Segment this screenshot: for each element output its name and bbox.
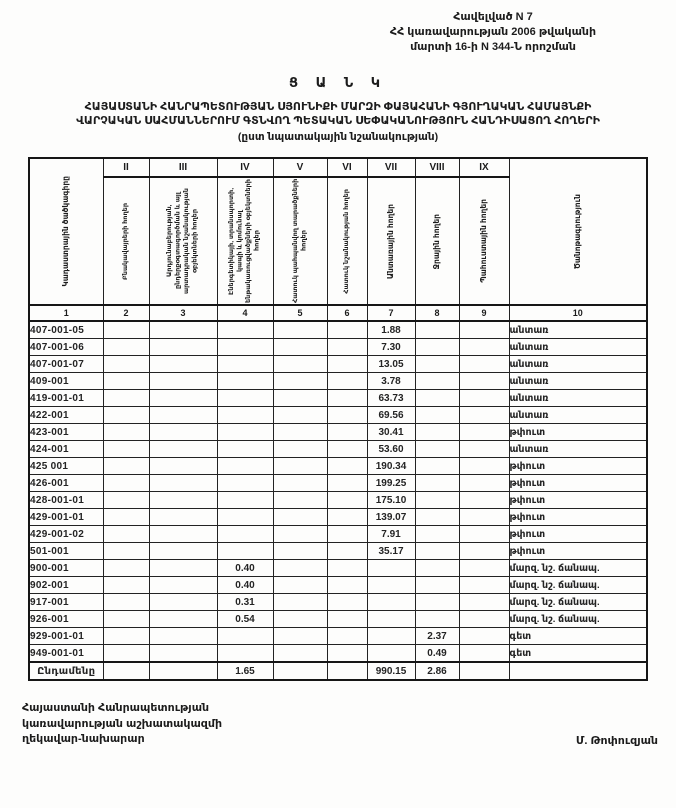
value-cell xyxy=(103,390,149,407)
value-cell xyxy=(217,492,273,509)
value-cell xyxy=(327,475,367,492)
value-cell xyxy=(367,645,415,663)
appendix-line-1: Հավելված N 7 xyxy=(453,11,533,23)
value-cell xyxy=(103,543,149,560)
cadastral-code-cell: 429-001-02 xyxy=(29,526,103,543)
value-cell xyxy=(149,628,217,645)
table-row xyxy=(29,356,647,373)
value-cell xyxy=(327,424,367,441)
value-cell xyxy=(459,441,509,458)
cadastral-code-cell: 423-001 xyxy=(29,424,103,441)
value-cell: 1.88 xyxy=(367,321,415,339)
value-cell xyxy=(327,509,367,526)
cadastral-code-cell: 949-001-01 xyxy=(29,645,103,663)
cadastral-code-cell: 426-001 xyxy=(29,475,103,492)
table-row xyxy=(29,390,647,407)
column-number: 10 xyxy=(509,305,647,321)
value-cell xyxy=(415,424,459,441)
note-cell: մարզ. նշ. ճանապ. xyxy=(509,594,647,611)
value-cell: 175.10 xyxy=(367,492,415,509)
value-cell xyxy=(459,628,509,645)
roman-numeral: VI xyxy=(327,158,367,177)
roman-numeral: III xyxy=(149,158,217,177)
column-number: 1 xyxy=(29,305,103,321)
cadastral-code-cell: 422-001 xyxy=(29,407,103,424)
value-cell xyxy=(103,492,149,509)
column-number: 8 xyxy=(415,305,459,321)
column-number: 2 xyxy=(103,305,149,321)
document-page xyxy=(0,10,676,808)
note-cell: անտառ xyxy=(509,356,647,373)
value-cell xyxy=(327,492,367,509)
note-cell: թփուտ xyxy=(509,543,647,560)
value-cell xyxy=(367,628,415,645)
value-cell: 190.34 xyxy=(367,458,415,475)
header-reserve-lands: Պահուստային հողեր xyxy=(459,177,509,305)
value-cell xyxy=(415,441,459,458)
value-cell xyxy=(415,390,459,407)
value-cell xyxy=(149,475,217,492)
value-cell xyxy=(149,407,217,424)
table-row xyxy=(29,611,647,628)
title-subtitle: (ըստ նպատակային նշանակության) xyxy=(237,131,439,144)
value-cell xyxy=(273,441,327,458)
value-cell xyxy=(149,339,217,356)
document-heading: Ց Ա Ն Կ xyxy=(288,74,388,90)
value-cell: 7.30 xyxy=(367,339,415,356)
value-cell xyxy=(459,543,509,560)
value-cell xyxy=(273,475,327,492)
appendix-line-3: մարտի 16-ի N 344-Ն որոշման xyxy=(410,40,576,53)
value-cell xyxy=(415,339,459,356)
value-cell xyxy=(149,509,217,526)
value-cell xyxy=(459,373,509,390)
value-cell xyxy=(217,390,273,407)
value-cell xyxy=(273,560,327,577)
value-cell xyxy=(459,611,509,628)
value-cell xyxy=(415,509,459,526)
header-forest-lands: Անտառային հողեր xyxy=(367,177,415,305)
value-cell xyxy=(273,594,327,611)
column-number: 4 xyxy=(217,305,273,321)
note-cell xyxy=(509,662,647,680)
roman-numeral: VIII xyxy=(415,158,459,177)
value-cell xyxy=(103,424,149,441)
title-line-2: ՎԱՐՉԱԿԱՆ ՍԱՀՄԱՆՆԵՐՈՒՄ ԳՏՆՎՈՂ ՊԵՏԱԿԱՆ ՍԵՓԱԿԱՆՈՒԹՅՈՒՆ ՀԱՆԴԻՍԱՑՈՂ ՀՈՂԵՐԻ xyxy=(76,115,600,128)
note-cell: գետ xyxy=(509,628,647,645)
value-cell: 7.91 xyxy=(367,526,415,543)
value-cell xyxy=(367,577,415,594)
value-cell: 0.40 xyxy=(217,560,273,577)
value-cell xyxy=(149,356,217,373)
value-cell: 2.86 xyxy=(415,662,459,680)
table-row xyxy=(29,577,647,594)
value-cell xyxy=(103,458,149,475)
cadastral-code-cell: 429-001-01 xyxy=(29,509,103,526)
value-cell xyxy=(103,407,149,424)
value-cell xyxy=(459,526,509,543)
value-cell xyxy=(327,441,367,458)
value-cell: 0.54 xyxy=(217,611,273,628)
value-cell: 139.07 xyxy=(367,509,415,526)
value-cell xyxy=(327,560,367,577)
value-cell xyxy=(415,594,459,611)
cadastral-code-cell: 900-001 xyxy=(29,560,103,577)
header-water-lands: Ջրային հողեր xyxy=(415,177,459,305)
title-line-1: ՀԱՅԱՍՏԱՆԻ ՀԱՆՐԱՊԵՏՈՒԹՅԱՆ ՍՅՈՒՆԻՔԻ ՄԱՐԶԻ ՓԱՅԱՀԱՆԻ ԳՅՈՒՂԱԿԱՆ ՀԱՄԱՅՆՔԻ xyxy=(84,100,592,113)
value-cell xyxy=(415,321,459,339)
value-cell xyxy=(103,373,149,390)
note-cell: անտառ xyxy=(509,339,647,356)
value-cell xyxy=(459,390,509,407)
value-cell: 0.49 xyxy=(415,645,459,663)
value-cell xyxy=(273,390,327,407)
value-cell xyxy=(273,424,327,441)
value-cell xyxy=(149,492,217,509)
value-cell xyxy=(459,662,509,680)
value-cell xyxy=(327,407,367,424)
value-cell xyxy=(217,458,273,475)
table-row xyxy=(29,373,647,390)
value-cell xyxy=(459,475,509,492)
value-cell xyxy=(273,407,327,424)
roman-numeral: II xyxy=(103,158,149,177)
value-cell xyxy=(459,560,509,577)
value-cell xyxy=(273,611,327,628)
header-industrial-lands: Արդյունաբերության, ընդերքօգտագործման և այլ արտադրական նշանակության օբյեկտների հողեր xyxy=(149,177,217,305)
value-cell xyxy=(217,441,273,458)
value-cell xyxy=(459,509,509,526)
value-cell xyxy=(459,339,509,356)
table-row xyxy=(29,628,647,645)
value-cell xyxy=(273,356,327,373)
value-cell xyxy=(103,645,149,663)
value-cell xyxy=(149,441,217,458)
total-label-cell: Ընդամենը xyxy=(29,662,103,680)
value-cell xyxy=(217,339,273,356)
note-cell: մարզ. նշ. ճանապ. xyxy=(509,577,647,594)
value-cell xyxy=(149,611,217,628)
total-row xyxy=(29,662,647,680)
value-cell xyxy=(327,645,367,663)
table-row xyxy=(29,407,647,424)
value-cell xyxy=(149,577,217,594)
value-cell: 1.65 xyxy=(217,662,273,680)
cadastral-code-cell: 407-001-07 xyxy=(29,356,103,373)
value-cell xyxy=(327,662,367,680)
cadastral-code-cell: 501-001 xyxy=(29,543,103,560)
value-cell: 0.31 xyxy=(217,594,273,611)
note-cell: անտառ xyxy=(509,321,647,339)
value-cell xyxy=(217,407,273,424)
value-cell xyxy=(459,645,509,663)
value-cell xyxy=(327,543,367,560)
roman-numeral: V xyxy=(273,158,327,177)
value-cell xyxy=(327,373,367,390)
value-cell xyxy=(459,458,509,475)
note-cell: թփուտ xyxy=(509,492,647,509)
value-cell xyxy=(149,390,217,407)
value-cell xyxy=(103,441,149,458)
value-cell xyxy=(149,424,217,441)
table-row xyxy=(29,543,647,560)
header-notes xyxy=(509,158,647,305)
value-cell: 2.37 xyxy=(415,628,459,645)
table-row xyxy=(29,645,647,663)
value-cell xyxy=(149,321,217,339)
value-cell: 199.25 xyxy=(367,475,415,492)
note-cell: մարզ. նշ. ճանապ. xyxy=(509,611,647,628)
value-cell: 30.41 xyxy=(367,424,415,441)
value-cell xyxy=(273,458,327,475)
value-cell: 63.73 xyxy=(367,390,415,407)
column-number: 3 xyxy=(149,305,217,321)
footer xyxy=(22,701,662,747)
value-cell xyxy=(273,662,327,680)
value-cell xyxy=(459,492,509,509)
value-cell xyxy=(217,543,273,560)
value-cell xyxy=(273,509,327,526)
value-cell xyxy=(217,424,273,441)
header-cadastral-code-label: Կադաստրային ծածկագիրը xyxy=(61,176,71,288)
value-cell xyxy=(415,407,459,424)
value-cell xyxy=(273,321,327,339)
signatory-title-block xyxy=(22,701,222,747)
table-row xyxy=(29,424,647,441)
cadastral-code-cell: 407-001-05 xyxy=(29,321,103,339)
value-cell xyxy=(459,356,509,373)
cadastral-code-cell: 407-001-06 xyxy=(29,339,103,356)
value-cell xyxy=(367,611,415,628)
signatory-line-2: կառավարության աշխատակազմի xyxy=(22,717,223,730)
signatory-line-3: ղեկավար-նախարար xyxy=(22,733,145,745)
value-cell xyxy=(459,321,509,339)
cadastral-code-cell: 425 001 xyxy=(29,458,103,475)
note-cell: մարզ. նշ. ճանապ. xyxy=(509,560,647,577)
header-notes-label: Ծանոթագրություն xyxy=(572,194,582,270)
value-cell: 53.60 xyxy=(367,441,415,458)
value-cell xyxy=(459,407,509,424)
value-cell xyxy=(273,339,327,356)
value-cell xyxy=(103,611,149,628)
value-cell: 13.05 xyxy=(367,356,415,373)
value-cell xyxy=(103,662,149,680)
header-cadastral-code xyxy=(29,158,103,305)
note-cell: թփուտ xyxy=(509,475,647,492)
value-cell xyxy=(149,662,217,680)
value-cell: 35.17 xyxy=(367,543,415,560)
value-cell xyxy=(273,526,327,543)
value-cell xyxy=(103,356,149,373)
value-cell xyxy=(273,492,327,509)
value-cell xyxy=(149,560,217,577)
value-cell xyxy=(459,594,509,611)
value-cell xyxy=(459,577,509,594)
header-infrastructure-lands: Էներգետիկայի, տրանսպորտի, կապի և կոմունալ ենթակառուցվածքների օբյեկտների հողեր xyxy=(217,177,273,305)
value-cell xyxy=(273,577,327,594)
note-cell: թփուտ xyxy=(509,526,647,543)
roman-numeral: IX xyxy=(459,158,509,177)
note-cell: թփուտ xyxy=(509,424,647,441)
value-cell xyxy=(149,373,217,390)
value-cell xyxy=(103,577,149,594)
column-number-row xyxy=(29,305,647,321)
value-cell: 0.40 xyxy=(217,577,273,594)
value-cell xyxy=(415,373,459,390)
table-row xyxy=(29,321,647,339)
note-cell: անտառ xyxy=(509,390,647,407)
value-cell xyxy=(459,424,509,441)
value-cell: 3.78 xyxy=(367,373,415,390)
value-cell xyxy=(103,560,149,577)
value-cell xyxy=(103,526,149,543)
value-cell xyxy=(103,594,149,611)
cadastral-code-cell: 424-001 xyxy=(29,441,103,458)
value-cell xyxy=(217,321,273,339)
note-cell: թփուտ xyxy=(509,458,647,475)
land-category-table xyxy=(28,157,648,681)
column-number: 9 xyxy=(459,305,509,321)
value-cell xyxy=(415,492,459,509)
value-cell xyxy=(149,543,217,560)
appendix-reference xyxy=(328,10,658,55)
value-cell xyxy=(217,373,273,390)
signature-name: Մ. Թոփուզյան xyxy=(575,735,658,748)
value-cell xyxy=(217,645,273,663)
value-cell xyxy=(367,560,415,577)
header-settlement-lands: Բնակավայրերի հողեր xyxy=(103,177,149,305)
value-cell xyxy=(327,594,367,611)
value-cell xyxy=(327,577,367,594)
note-cell: անտառ xyxy=(509,441,647,458)
table-row xyxy=(29,458,647,475)
appendix-line-2: ՀՀ կառավարության 2006 թվականի xyxy=(389,25,597,38)
value-cell xyxy=(217,628,273,645)
column-number: 5 xyxy=(273,305,327,321)
table-row xyxy=(29,339,647,356)
cadastral-code-cell: 902-001 xyxy=(29,577,103,594)
value-cell xyxy=(415,526,459,543)
cadastral-code-cell: 917-001 xyxy=(29,594,103,611)
value-cell xyxy=(103,339,149,356)
value-cell: 69.56 xyxy=(367,407,415,424)
value-cell xyxy=(327,611,367,628)
value-cell xyxy=(367,594,415,611)
table-row xyxy=(29,594,647,611)
value-cell xyxy=(327,628,367,645)
header-protected-lands: Հատուկ պահպանվող տարածքների հողեր xyxy=(273,177,327,305)
value-cell xyxy=(273,645,327,663)
value-cell xyxy=(415,611,459,628)
value-cell xyxy=(149,458,217,475)
value-cell xyxy=(415,577,459,594)
cadastral-code-cell: 419-001-01 xyxy=(29,390,103,407)
value-cell xyxy=(327,390,367,407)
value-cell xyxy=(273,628,327,645)
value-cell xyxy=(103,475,149,492)
value-cell xyxy=(103,509,149,526)
value-cell xyxy=(415,543,459,560)
value-cell xyxy=(217,356,273,373)
value-cell xyxy=(327,526,367,543)
value-cell xyxy=(415,356,459,373)
value-cell xyxy=(415,475,459,492)
roman-numeral: VII xyxy=(367,158,415,177)
table-row xyxy=(29,492,647,509)
note-cell: գետ xyxy=(509,645,647,663)
value-cell: 990.15 xyxy=(367,662,415,680)
value-cell xyxy=(217,509,273,526)
value-cell xyxy=(149,526,217,543)
signatory-line-1: Հայաստանի Հանրապետության xyxy=(22,702,210,715)
value-cell xyxy=(327,321,367,339)
column-number: 7 xyxy=(367,305,415,321)
cadastral-code-cell: 929-001-01 xyxy=(29,628,103,645)
cadastral-code-cell: 409-001 xyxy=(29,373,103,390)
column-number: 6 xyxy=(327,305,367,321)
value-cell xyxy=(149,645,217,663)
roman-numeral: IV xyxy=(217,158,273,177)
value-cell xyxy=(327,339,367,356)
value-cell xyxy=(217,526,273,543)
roman-numeral-row xyxy=(29,158,647,177)
value-cell xyxy=(273,373,327,390)
value-cell xyxy=(327,458,367,475)
value-cell xyxy=(415,560,459,577)
cadastral-code-cell: 428-001-01 xyxy=(29,492,103,509)
value-cell xyxy=(103,628,149,645)
note-cell: թփուտ xyxy=(509,509,647,526)
value-cell xyxy=(149,594,217,611)
title-block xyxy=(0,75,676,144)
table-row xyxy=(29,526,647,543)
value-cell xyxy=(327,356,367,373)
value-cell xyxy=(415,458,459,475)
value-cell xyxy=(217,475,273,492)
value-cell xyxy=(103,321,149,339)
table-row xyxy=(29,509,647,526)
value-cell xyxy=(273,543,327,560)
note-cell: անտառ xyxy=(509,373,647,390)
note-cell: անտառ xyxy=(509,407,647,424)
table-row xyxy=(29,441,647,458)
table-row xyxy=(29,560,647,577)
header-special-purpose-lands: Հատուկ նշանակության հողեր xyxy=(327,177,367,305)
cadastral-code-cell: 926-001 xyxy=(29,611,103,628)
table-row xyxy=(29,475,647,492)
